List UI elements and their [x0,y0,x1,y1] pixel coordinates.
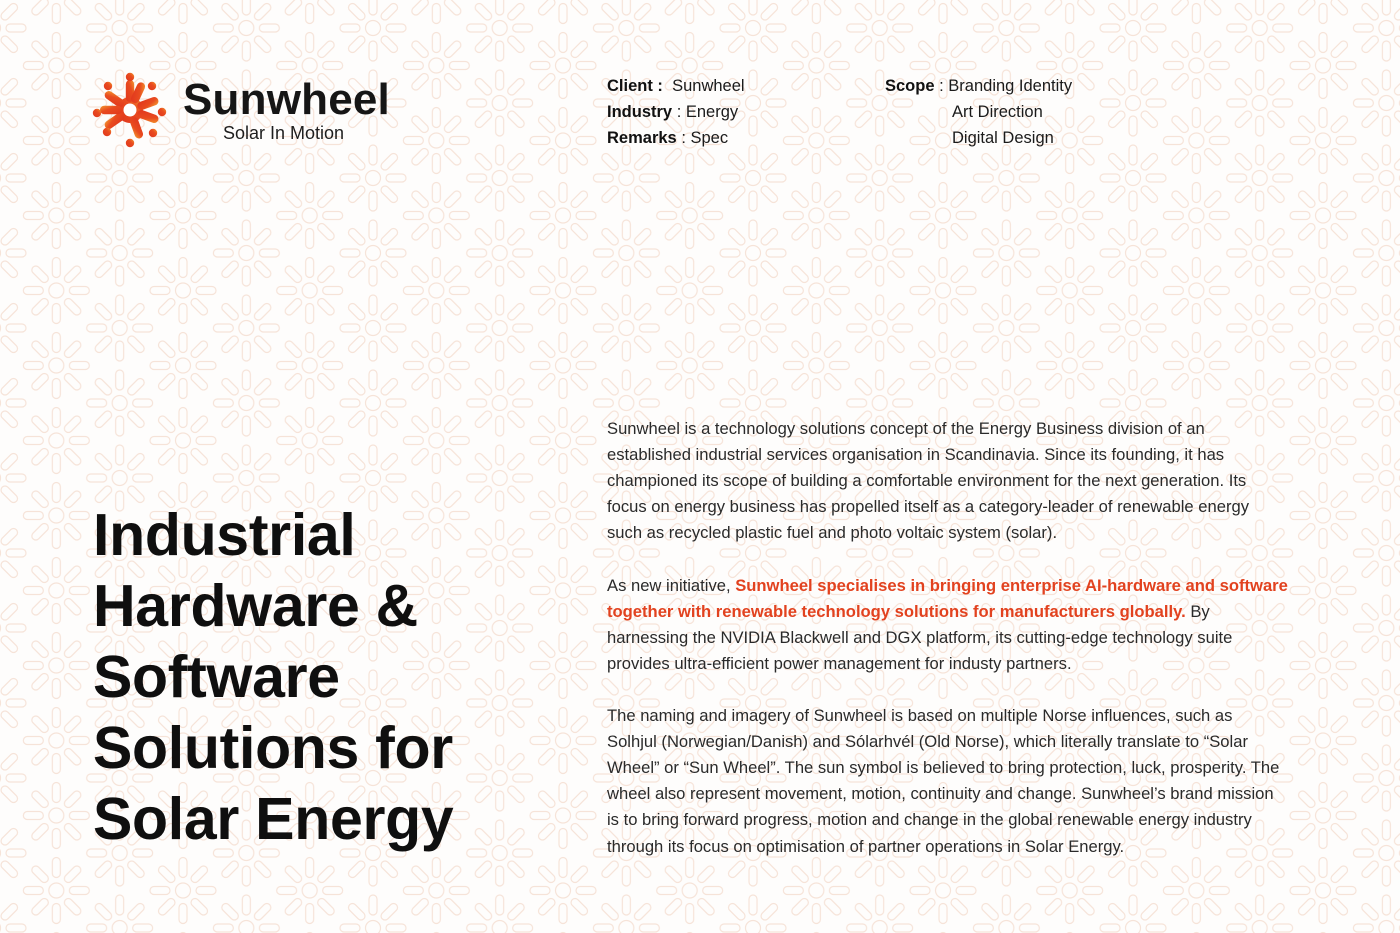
headline-line: Hardware & [93,573,418,639]
headline-line: Solutions for [93,715,453,781]
text-line: harnessing the NVIDIA Blackwell and DGX platform, its cutting-edge technology suite [607,627,1233,647]
meta-remarks-label: Remarks [607,129,677,147]
meta-scope-label: Scope [885,77,935,95]
text-line: focus on energy business has propelled itself as a category-leader of renewable energy [607,497,1250,517]
text-line: is to bring forward progress, motion and change in the global renewable energy industry [607,810,1252,830]
headline-line: Software [93,644,340,710]
text-line: such as recycled plastic fuel and photo voltaic system (solar). [607,523,1058,543]
paragraph-about [607,416,1327,546]
paragraph-initiative [607,573,1327,677]
text-line: Wheel” or “Sun Wheel”. The sun symbol is believed to bring protection, luck, prosperity. The [607,758,1280,778]
meta-client-value: Sunwheel [672,77,745,95]
meta-scope-value: Art Direction [952,103,1043,121]
text-line: through its focus on optimisation of partner operations in Solar Energy. [607,836,1125,856]
headline-line: Solar Energy [93,786,454,852]
meta-scope [885,73,1072,99]
body-copy [607,416,1327,886]
text-line: wheel also represent movement, motion, continuity and change. Sunwheel’s brand mission [607,784,1274,804]
sunwheel-logo-icon [92,72,168,148]
text-line: provides ultra-efficient power management for industy partners. [607,653,1072,673]
meta-industry-label: Industry [607,103,673,121]
meta-scope-value: Digital Design [952,129,1054,147]
project-meta-left [607,73,745,151]
project-meta-scope [885,73,1072,151]
text-line: The naming and imagery of Sunwheel is based on multiple Norse influences, such as [607,706,1233,726]
meta-remarks [607,125,745,151]
text-line: established industrial services organisation in Scandinavia. Since its founding, it has [607,445,1225,465]
page-headline [93,500,553,855]
initiative-highlight: together with renewable technology solutions for manufacturers globally. [607,601,1186,621]
meta-industry-value: : Energy [676,103,739,121]
meta-industry [607,99,745,125]
text-line: Sunwheel is a technology solutions concept of the Energy Business division of an [607,419,1205,438]
meta-scope-value: : Branding Identity [939,77,1073,95]
brand-name: Sunwheel [183,75,390,124]
initiative-highlight: Sunwheel specialises in bringing enterprise AI-hardware and software [735,575,1288,595]
brand-logo [92,72,412,152]
text-line [607,573,1327,599]
paragraph-naming [607,703,1327,860]
headline-line: Industrial [93,502,356,568]
meta-remarks-value: : Spec [681,129,729,147]
initiative-after: By [1185,601,1210,621]
text-line: championed its scope of building a comfortable environment for the next generation. Its [607,471,1247,491]
text-line: Solhjul (Norwegian/Danish) and Sólarhvél (Old Norse), which literally translate to “Solar [607,732,1248,752]
brand-tagline: Solar In Motion [223,123,345,143]
initiative-intro: As new initiative, [607,575,736,595]
text-line [607,599,1327,625]
meta-client [607,73,745,99]
meta-client-label: Client : [607,77,663,95]
